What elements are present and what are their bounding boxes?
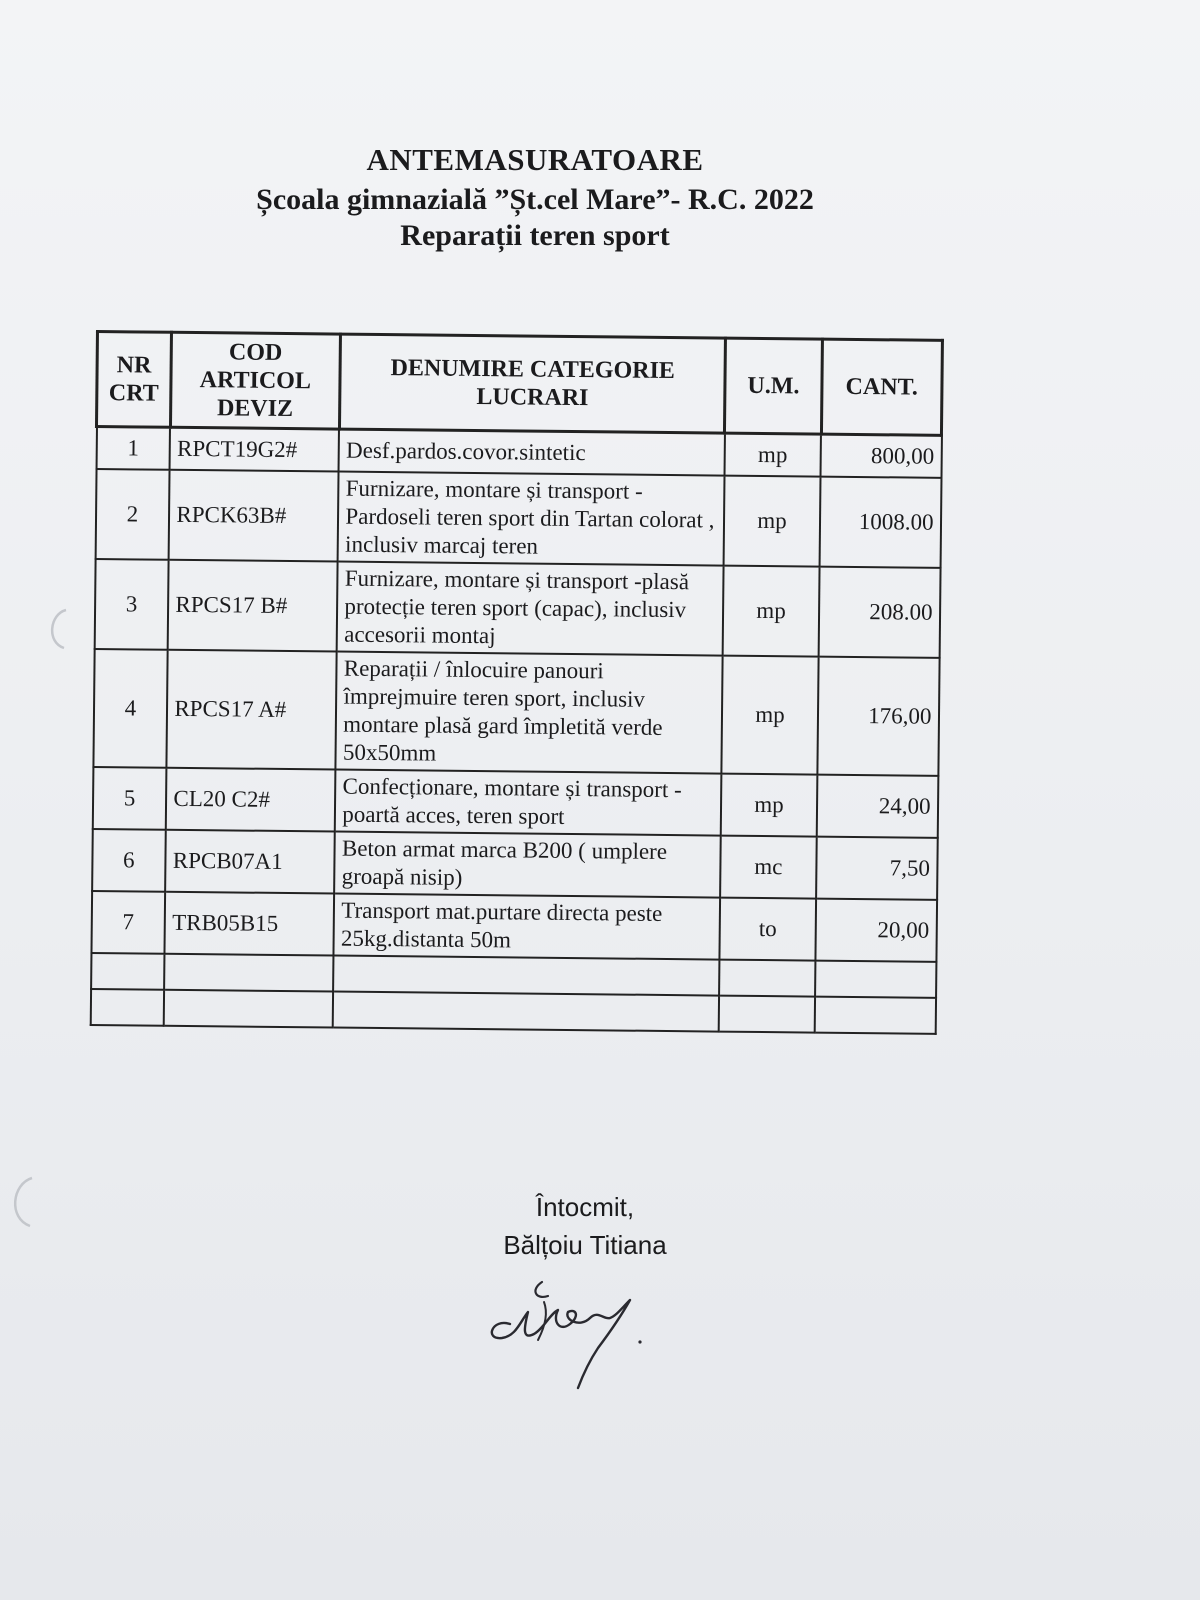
document-subject: Reparații teren sport bbox=[400, 219, 670, 252]
cell-um: mp bbox=[721, 774, 818, 837]
cell-denumire: Beton armat marca B200 ( umplere groapă nisip) bbox=[334, 832, 720, 898]
cell-nr: 4 bbox=[93, 649, 168, 768]
cell-cod: RPCS17 A# bbox=[167, 650, 337, 770]
cell-cod: RPCS17 B# bbox=[168, 560, 338, 652]
cell-cod: RPCB07A1 bbox=[165, 830, 335, 894]
cell-um: mp bbox=[723, 476, 820, 567]
cell-denumire: Furnizare, montare și transport - Pardoseli teren sport din Tartan colorat , inclusiv marcaj teren bbox=[338, 472, 724, 566]
signoff-label: Întocmit, bbox=[535, 1192, 635, 1222]
cell-cod: RPCK63B# bbox=[169, 470, 339, 562]
handwritten-signature bbox=[480, 1262, 670, 1412]
signoff-name: Bălțoiu Titiana bbox=[503, 1230, 667, 1260]
table-body bbox=[90, 427, 941, 1034]
table-row bbox=[95, 469, 941, 568]
cell-um: to bbox=[719, 898, 816, 961]
table-row bbox=[93, 649, 939, 776]
cell-denumire: Furnizare, montare și transport -plasă protecție teren sport (capac), inclusiv accesorii montaj bbox=[337, 562, 723, 656]
cell-cant: 24,00 bbox=[817, 775, 938, 838]
empty-cell bbox=[333, 956, 719, 996]
empty-cell bbox=[815, 997, 936, 1034]
signoff-block bbox=[455, 1188, 715, 1264]
empty-cell bbox=[719, 996, 815, 1033]
header-denumire: DENUMIRE CATEGORIE LUCRARI bbox=[339, 334, 726, 433]
cell-denumire: Desf.pardos.covor.sintetic bbox=[339, 429, 725, 476]
cell-nr: 5 bbox=[92, 767, 167, 830]
table-header-row bbox=[96, 332, 942, 436]
cell-cant: 176,00 bbox=[817, 657, 939, 776]
empty-cell bbox=[815, 961, 936, 998]
cell-um: mp bbox=[724, 433, 821, 477]
cell-denumire: Confecționare, montare și transport - poartă acces, teren sport bbox=[335, 770, 721, 836]
cell-cod: CL20 C2# bbox=[166, 768, 336, 832]
cell-nr: 1 bbox=[96, 427, 170, 470]
document-header bbox=[0, 140, 1070, 256]
cell-cod: RPCT19G2# bbox=[170, 427, 339, 471]
cell-cant: 208.00 bbox=[819, 567, 940, 658]
header-nr: NR CRT bbox=[96, 332, 171, 428]
cell-cant: 800,00 bbox=[821, 434, 942, 478]
measurements-table bbox=[89, 330, 944, 1035]
empty-cell bbox=[333, 992, 719, 1032]
hole-punch-mark bbox=[42, 606, 72, 652]
cell-nr: 2 bbox=[95, 469, 170, 560]
empty-cell bbox=[91, 953, 165, 990]
empty-cell bbox=[719, 960, 815, 997]
cell-denumire: Reparații / înlocuire panouri împrejmuire teren sport, inclusiv montare plasă gard împletită verde 50x50mm bbox=[336, 652, 723, 774]
cell-denumire: Transport mat.purtare directa peste 25kg.distanta 50m bbox=[334, 894, 720, 960]
table-row bbox=[94, 559, 940, 658]
table-row bbox=[91, 891, 937, 962]
header-um: U.M. bbox=[725, 338, 822, 434]
cell-nr: 7 bbox=[91, 891, 166, 954]
cell-um: mp bbox=[723, 566, 820, 657]
cell-cant: 20,00 bbox=[815, 899, 936, 962]
cell-um: mp bbox=[721, 656, 818, 775]
hole-punch-mark bbox=[4, 1174, 38, 1230]
table-row bbox=[92, 829, 938, 900]
cell-nr: 3 bbox=[94, 559, 169, 650]
empty-cell bbox=[90, 989, 164, 1026]
cell-cant: 7,50 bbox=[816, 837, 937, 900]
cell-um: mc bbox=[720, 836, 817, 899]
table-row bbox=[92, 767, 938, 838]
header-cod: COD ARTICOL DEVIZ bbox=[170, 332, 340, 429]
cell-nr: 6 bbox=[92, 829, 167, 892]
header-cant: CANT. bbox=[821, 339, 942, 435]
document-subtitle: Școala gimnazială ”Șt.cel Mare”- R.C. 2022 bbox=[256, 183, 814, 216]
empty-cell bbox=[164, 990, 333, 1028]
cell-cod: TRB05B15 bbox=[165, 892, 335, 956]
empty-table-row bbox=[90, 989, 935, 1034]
empty-cell bbox=[164, 954, 333, 992]
document-title: ANTEMASURATOARE bbox=[366, 142, 704, 177]
cell-cant: 1008.00 bbox=[820, 477, 941, 568]
